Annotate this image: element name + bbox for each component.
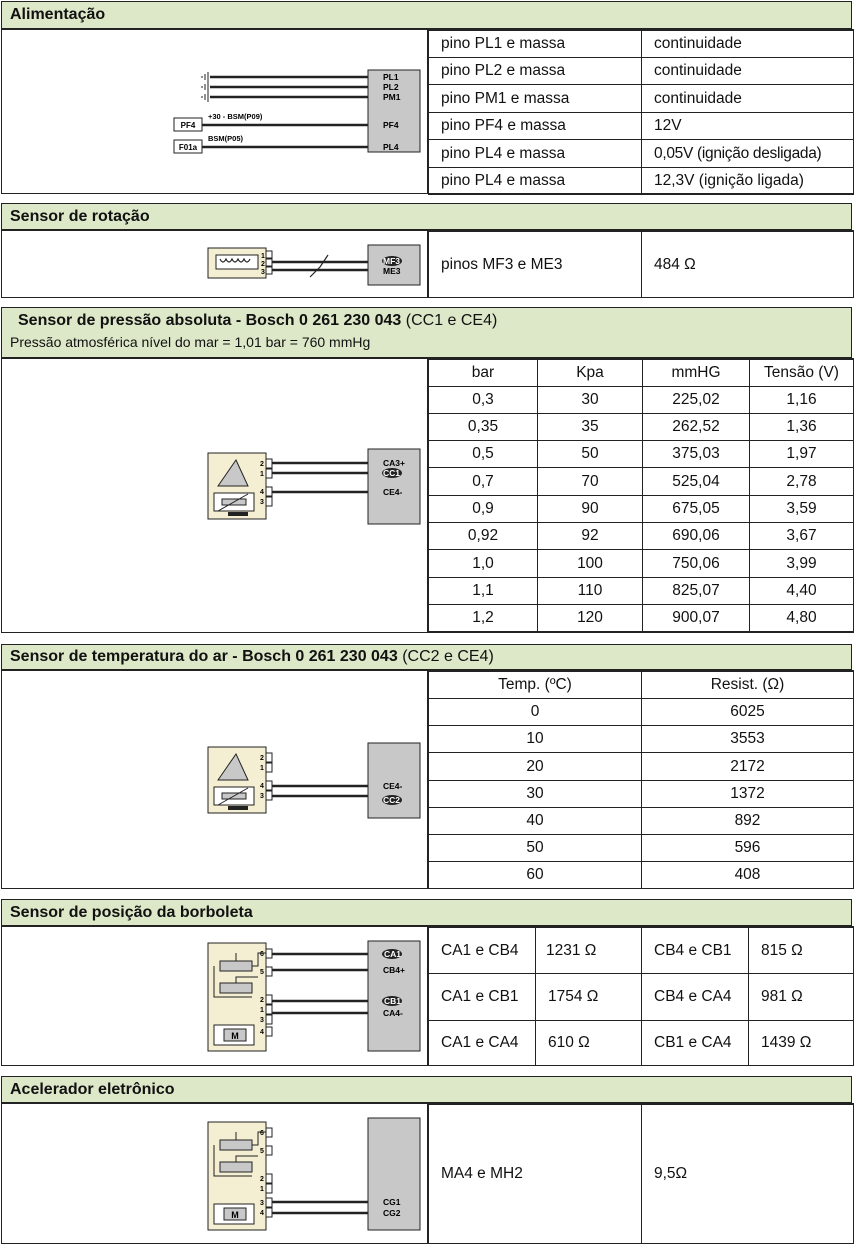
pin-number: 1	[261, 253, 265, 260]
left-connector-label: PF4	[180, 121, 196, 130]
table-cell: 0,35	[429, 414, 538, 441]
motor-icon: M	[231, 1210, 239, 1220]
column-header: Kpa	[538, 360, 643, 387]
table-cell: 20	[429, 753, 642, 781]
section-title-pins: (CC2 e CE4)	[402, 648, 494, 665]
table-cell: 0,92	[429, 523, 538, 550]
table-cell: 750,06	[643, 550, 750, 578]
pin-label: CG1	[383, 1197, 401, 1207]
table-cell: 900,07	[643, 605, 750, 632]
section-header	[1, 1076, 852, 1103]
table-cell: 981 Ω	[749, 974, 854, 1021]
table-cell: 10	[429, 726, 642, 753]
table-cell: 4,40	[750, 578, 854, 605]
column-header: mmHG	[643, 360, 750, 387]
pin-number: 1	[260, 1007, 264, 1014]
pin-number: 3	[260, 499, 264, 506]
section-subtitle: Pressão atmosférica nível do mar = 1,01 bar = 760 mmHg	[10, 334, 371, 350]
table-cell: 0	[429, 699, 642, 726]
pin-label: CG2	[383, 1208, 401, 1218]
throttle-sensor-diagram	[2, 927, 428, 1067]
pin-number: 2	[260, 997, 264, 1004]
table-cell: pino PL4 e massa	[429, 168, 642, 195]
table-row	[429, 928, 854, 974]
table-row	[429, 140, 854, 168]
pin-number: 1	[260, 765, 264, 772]
alimentacao-table	[428, 30, 854, 195]
pin-label: CB4+	[383, 965, 405, 975]
wiring-diagram	[2, 927, 428, 1065]
section-title: Sensor de pressão absoluta - Bosch 0 261 230 043	[18, 312, 402, 329]
table-cell: continuidade	[642, 31, 854, 58]
table-cell: 815 Ω	[749, 928, 854, 974]
pin-label: CE4-	[383, 487, 403, 497]
section-header	[1, 203, 852, 230]
wiring-diagram	[2, 231, 428, 297]
table-cell: 120	[538, 605, 643, 632]
section-body	[1, 670, 854, 889]
table-row	[429, 605, 854, 632]
table-row	[429, 31, 854, 58]
table-cell: CA1 e CB1	[429, 974, 536, 1021]
table-row	[429, 441, 854, 468]
table-cell: 1439 Ω	[749, 1021, 854, 1066]
rotation-sensor-diagram	[2, 231, 428, 299]
table-row	[429, 753, 854, 781]
table-cell: 690,06	[643, 523, 750, 550]
table-cell: 225,02	[643, 387, 750, 414]
table-cell: 0,05V (ignição desligada)	[642, 140, 854, 168]
wire-label: +30 - BSM(P09)	[208, 112, 263, 121]
column-header: Tensão (V)	[750, 360, 854, 387]
pin-number: 3	[261, 269, 265, 276]
section-title: Sensor de temperatura do ar - Bosch 0 261 230 043	[10, 648, 398, 665]
power-wiring-diagram	[2, 30, 428, 195]
table-cell: 1,1	[429, 578, 538, 605]
pin-label: CE4-	[383, 781, 403, 791]
table-row	[429, 523, 854, 550]
column-header: Temp. (ºC)	[429, 672, 642, 699]
pin-number: 4	[260, 783, 264, 790]
pin-number: 1	[260, 471, 264, 478]
table-cell: 1754 Ω	[536, 974, 642, 1021]
section-body	[1, 358, 854, 633]
table-cell: 2172	[642, 753, 854, 781]
table-cell: 70	[538, 468, 643, 496]
table-row	[429, 862, 854, 889]
table-cell: 60	[429, 862, 642, 889]
table-cell: 6025	[642, 699, 854, 726]
wiring-diagram	[2, 1104, 428, 1243]
table-cell: 9,5Ω	[642, 1105, 854, 1244]
pin-number: 1	[260, 1186, 264, 1193]
pin-label: CB1	[384, 996, 402, 1006]
table-cell: continuidade	[642, 58, 854, 85]
pin-label: CA4-	[383, 1008, 403, 1018]
temperatura-table	[428, 671, 854, 889]
temperature-sensor-diagram	[2, 671, 428, 890]
table-cell: pino PM1 e massa	[429, 85, 642, 113]
table-cell: pino PL2 e massa	[429, 58, 642, 85]
table-cell: 30	[429, 781, 642, 808]
pin-label: CC1	[383, 468, 401, 478]
rotacao-table	[428, 231, 854, 298]
table-cell: 1,16	[750, 387, 854, 414]
table-cell: 610 Ω	[536, 1021, 642, 1066]
section-body	[1, 926, 854, 1066]
table-cell: 3553	[642, 726, 854, 753]
column-header: Resist. (Ω)	[642, 672, 854, 699]
pin-label: PM1	[383, 92, 401, 102]
wiring-diagram	[2, 671, 428, 888]
section-title: Sensor de posição da borboleta	[10, 903, 253, 921]
table-cell: 484 Ω	[642, 232, 854, 298]
table-cell: pino PF4 e massa	[429, 113, 642, 140]
table-row	[429, 699, 854, 726]
section-header	[1, 644, 852, 670]
pin-number: 2	[261, 261, 265, 268]
table-row	[429, 835, 854, 862]
section-title-pins: (CC1 e CE4)	[405, 312, 498, 329]
pin-label: CC2	[383, 795, 401, 805]
table-row	[429, 414, 854, 441]
table-cell: 892	[642, 808, 854, 835]
section-title: Alimentação	[10, 6, 106, 23]
table-cell: 0,9	[429, 496, 538, 523]
pin-number: 2	[260, 461, 264, 468]
pin-number: 5	[260, 1148, 264, 1155]
table-cell: CA1 e CA4	[429, 1021, 536, 1066]
table-row	[429, 387, 854, 414]
table-cell: CA1 e CB4	[429, 928, 536, 974]
table-cell: 1372	[642, 781, 854, 808]
pin-number: 6	[260, 951, 264, 958]
table-cell: 3,99	[750, 550, 854, 578]
table-cell: continuidade	[642, 85, 854, 113]
pin-label: CA1	[384, 949, 402, 959]
table-cell: pino PL4 e massa	[429, 140, 642, 168]
pin-number: 2	[260, 1176, 264, 1183]
table-cell: 4,80	[750, 605, 854, 632]
pressure-sensor-diagram	[2, 359, 428, 634]
pin-label: PL2	[383, 82, 399, 92]
table-cell: 0,3	[429, 387, 538, 414]
table-header-row	[429, 360, 854, 387]
left-connector-label: F01a	[178, 143, 198, 152]
motor-icon: M	[231, 1031, 239, 1041]
pin-label: PL4	[383, 142, 399, 152]
table-cell: CB4 e CB1	[642, 928, 749, 974]
table-cell: 110	[538, 578, 643, 605]
wiring-diagram	[2, 359, 428, 632]
pin-number: 3	[260, 1017, 264, 1024]
wire-label: BSM(P05)	[208, 134, 244, 143]
table-cell: 675,05	[643, 496, 750, 523]
table-cell: 50	[538, 441, 643, 468]
table-cell: 12V	[642, 113, 854, 140]
table-row	[429, 168, 854, 195]
pin-label: CA3+	[383, 458, 405, 468]
table-cell: MA4 e MH2	[429, 1105, 642, 1244]
table-cell: 40	[429, 808, 642, 835]
table-cell: 1231 Ω	[536, 928, 642, 974]
accelerator-diagram	[2, 1104, 428, 1245]
table-cell: 262,52	[643, 414, 750, 441]
pin-number: 5	[260, 969, 264, 976]
table-cell: 100	[538, 550, 643, 578]
section-header	[1, 899, 852, 926]
table-cell: pinos MF3 e ME3	[429, 232, 642, 298]
table-row	[429, 781, 854, 808]
wiring-diagram	[2, 30, 428, 193]
table-cell: 50	[429, 835, 642, 862]
table-cell: CB4 e CA4	[642, 974, 749, 1021]
table-cell: 1,0	[429, 550, 538, 578]
table-row	[429, 58, 854, 85]
table-row	[429, 1105, 854, 1244]
section-title: Acelerador eletrônico	[10, 1080, 175, 1098]
table-header-row	[429, 672, 854, 699]
table-row	[429, 496, 854, 523]
section-header	[1, 307, 852, 358]
table-row	[429, 113, 854, 140]
table-cell: 375,03	[643, 441, 750, 468]
table-cell: 408	[642, 862, 854, 889]
table-cell: 525,04	[643, 468, 750, 496]
ground-symbol-icon	[202, 72, 208, 102]
section-title: Sensor de rotação	[10, 207, 150, 225]
pin-number: 2	[260, 755, 264, 762]
table-row	[429, 726, 854, 753]
table-cell: 1,36	[750, 414, 854, 441]
table-row	[429, 974, 854, 1021]
table-cell: 3,67	[750, 523, 854, 550]
table-cell: 0,5	[429, 441, 538, 468]
section-header	[1, 1, 852, 29]
table-row	[429, 85, 854, 113]
table-cell: 1,2	[429, 605, 538, 632]
section-body	[1, 230, 854, 298]
borboleta-table	[428, 927, 854, 1066]
table-cell: CB1 e CA4	[642, 1021, 749, 1066]
pin-number: 4	[260, 1210, 264, 1217]
pin-label: PF4	[383, 120, 399, 130]
pin-label: ME3	[383, 266, 401, 276]
acelerador-table	[428, 1104, 854, 1244]
table-cell: 12,3V (ignição ligada)	[642, 168, 854, 195]
pin-label: MF3	[383, 256, 400, 266]
section-body	[1, 29, 854, 194]
table-cell: 3,59	[750, 496, 854, 523]
table-cell: pino PL1 e massa	[429, 31, 642, 58]
pin-label: PL1	[383, 72, 399, 82]
table-row	[429, 550, 854, 578]
table-cell: 825,07	[643, 578, 750, 605]
table-cell: 92	[538, 523, 643, 550]
table-row	[429, 808, 854, 835]
pin-number: 3	[260, 793, 264, 800]
table-cell: 596	[642, 835, 854, 862]
table-cell: 90	[538, 496, 643, 523]
pin-number: 3	[260, 1200, 264, 1207]
table-row	[429, 578, 854, 605]
pressao-table	[428, 359, 854, 632]
table-cell: 0,7	[429, 468, 538, 496]
pin-number: 4	[260, 489, 264, 496]
table-row	[429, 232, 854, 298]
table-row	[429, 1021, 854, 1066]
table-row	[429, 468, 854, 496]
table-cell: 30	[538, 387, 643, 414]
pin-number: 4	[260, 1029, 264, 1036]
pin-number: 6	[260, 1130, 264, 1137]
shield-symbol-icon	[310, 255, 328, 277]
table-cell: 35	[538, 414, 643, 441]
table-cell: 2,78	[750, 468, 854, 496]
table-cell: 1,97	[750, 441, 854, 468]
section-body	[1, 1103, 854, 1244]
column-header: bar	[429, 360, 538, 387]
